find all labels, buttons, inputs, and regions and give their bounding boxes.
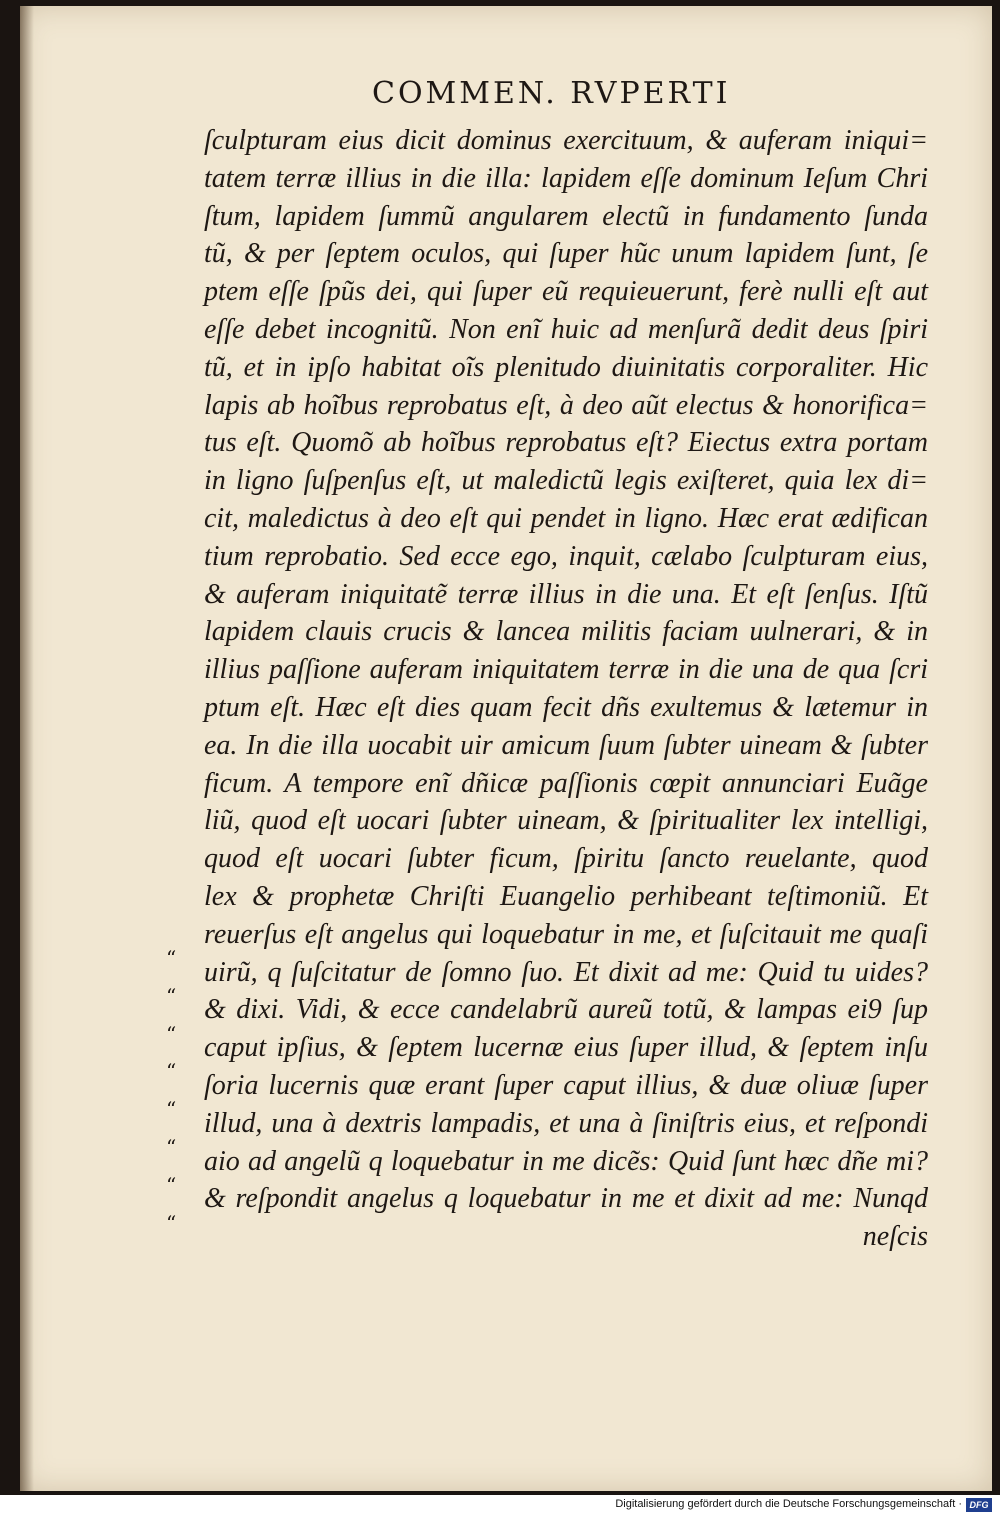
text-line: tatem terræ illius in die illa: lapidem eſſe dominum Ieſum Chri: [204, 162, 928, 194]
footer-bar: [0, 1495, 1000, 1516]
quotation-mark: “: [166, 1097, 177, 1122]
text-line: tũ, et in ipſo habitat oĩs plenitudo diuinitatis corporaliter. Hic: [204, 351, 928, 383]
text-line: ea. In die illa uocabit uir amicum ſuum ſubter uineam & ſubter: [204, 729, 928, 761]
funding-credit: Digitalisierung gefördert durch die Deutsche Forschungsgemeinschaft ·: [615, 1498, 962, 1510]
text-line: ſoria lucernis quæ erant ſuper caput illius, & duæ oliuæ ſuper: [204, 1069, 928, 1101]
running-head: COMMEN. RVPERTI: [372, 76, 731, 111]
margin-quotation-marks: [166, 940, 196, 1242]
page-gutter-shadow: [20, 6, 34, 1491]
quotation-mark: “: [166, 1134, 177, 1159]
text-line: & dixi. Vidi, & ecce candelabrũ aureũ totũ, & lampas ei9 ſup: [204, 994, 928, 1026]
text-line: lex & prophetæ Chriſti Euangelio perhibeant teſtimoniũ. Et: [204, 880, 928, 912]
text-line: caput ipſius, & ſeptem lucernæ eius ſuper illud, & ſeptem inſu: [204, 1032, 928, 1064]
quotation-mark: “: [166, 1059, 177, 1084]
quotation-mark: “: [166, 1210, 177, 1235]
text-line: cit, maledictus à deo eſt qui pendet in ligno. Hæc erat ædifican: [204, 502, 928, 534]
text-line: illius paſſione auferam iniquitatem terræ in die una de qua ſcri: [204, 654, 928, 686]
text-line: tium reprobatio. Sed ecce ego, inquit, cælabo ſculpturam eius,: [204, 540, 928, 572]
quotation-mark: “: [166, 1021, 177, 1046]
text-line: aio ad angelũ q loquebatur in me dicẽs: Quid ſunt hæc dñe mi?: [204, 1145, 928, 1177]
text-line: ficum. A tempore enĩ dñicæ paſſionis cœpit annunciari Euãge: [204, 767, 928, 799]
text-line: ptum eſt. Hæc eſt dies quam fecit dñs exultemus & lætemur in: [204, 691, 928, 723]
text-line: reuerſus eſt angelus qui loquebatur in me, et ſuſcitauit me quaſi: [204, 918, 928, 950]
text-line: ptem eſſe ſpũs dei, qui ſuper eũ requieuerunt, ferè nulli eſt aut: [204, 276, 928, 308]
text-line: tus eſt. Quomõ ab hoĩbus reprobatus eſt? Eiectus extra portam: [204, 427, 928, 459]
text-line: lapis ab hoĩbus reprobatus eſt, à deo aũt electus & honorifica=: [204, 389, 928, 421]
text-line: liũ, quod eſt uocari ſubter uineam, & ſpiritualiter lex intelligi,: [204, 805, 928, 837]
text-line: ſtum, lapidem ſummũ angularem electũ in fundamento ſunda: [204, 200, 928, 232]
catchword: neſcis: [862, 1221, 928, 1253]
text-line: quod eſt uocari ſubter ficum, ſpiritu ſancto reuelante, quod: [204, 843, 928, 875]
quotation-mark: “: [166, 983, 177, 1008]
text-line: eſſe debet incognitũ. Non enĩ huic ad menſurã dedit deus ſpiri: [204, 313, 928, 345]
text-line: & auferam iniquitatẽ terræ illius in die una. Et eſt ſenſus. Iſtũ: [204, 578, 928, 610]
text-line: ſculpturam eius dicit dominus exercituum, & auferam iniqui=: [204, 125, 928, 156]
body-text: [204, 122, 928, 1256]
text-line: in ligno ſuſpenſus eſt, ut maledictũ legis exiſteret, quia lex di=: [204, 465, 928, 497]
text-line: tũ, & per ſeptem oculos, qui ſuper hũc unum lapidem ſunt, ſe: [204, 238, 928, 270]
quotation-mark: “: [166, 946, 177, 970]
text-line: lapidem clauis crucis & lancea militis faciam uulnerari, & in: [204, 616, 928, 648]
text-line: & reſpondit angelus q loquebatur in me et dixit ad me: Nunqd: [204, 1183, 928, 1215]
quotation-mark: “: [166, 1172, 177, 1197]
text-line: uirũ, q ſuſcitatur de ſomno ſuo. Et dixit ad me: Quid tu uides?: [204, 956, 928, 988]
text-line: illud, una à dextris lampadis, et una à ſiniſtris eius, et reſpondi: [204, 1107, 928, 1139]
dfg-logo-icon: DFG: [966, 1498, 992, 1512]
